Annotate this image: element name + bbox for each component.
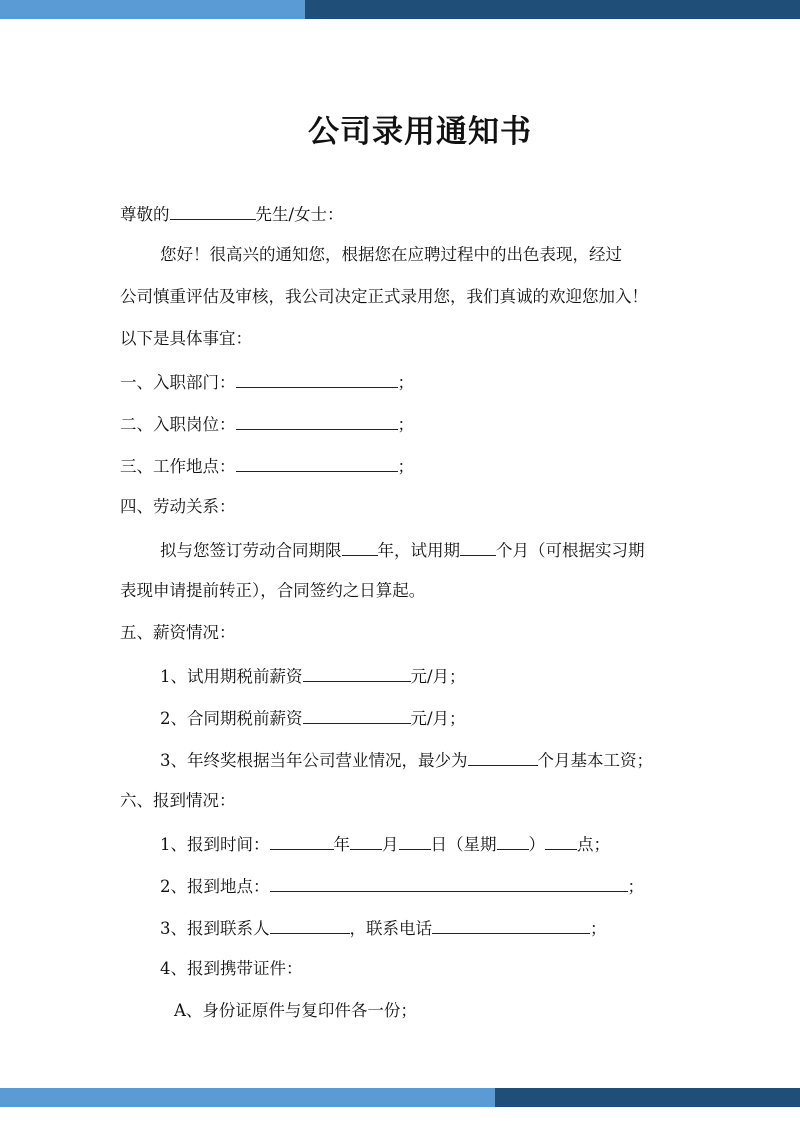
bonus-months-blank[interactable] <box>468 747 538 766</box>
probation-months-blank[interactable] <box>460 537 496 556</box>
contact-phone-blank[interactable] <box>432 915 590 934</box>
salary-bonus <box>160 747 653 771</box>
greeting <box>120 201 344 225</box>
text: 年 <box>333 835 350 854</box>
labor-terms <box>160 537 645 561</box>
section-labor-heading: 四、劳动关系： <box>120 497 236 516</box>
punct: ； <box>397 373 414 392</box>
contact-person-blank[interactable] <box>270 915 350 934</box>
top-bar-light <box>0 0 305 19</box>
location-blank[interactable] <box>236 453 398 472</box>
text: ，联系电话 <box>349 919 432 938</box>
label: 二、入职岗位： <box>120 415 236 434</box>
text: ； <box>590 919 607 938</box>
contract-years-blank[interactable] <box>342 537 378 556</box>
text: 点； <box>577 835 610 854</box>
salary-contract <box>160 705 466 729</box>
text: ） <box>528 835 545 854</box>
intro-line: 公司慎重评估及审核，我公司决定正式录用您，我们真诚的欢迎您加入！ <box>120 287 648 306</box>
punct: ； <box>397 415 414 434</box>
label: 三、工作地点： <box>120 457 236 476</box>
section-report-heading: 六、报到情况： <box>120 791 236 810</box>
report-place <box>160 873 644 897</box>
text: 年，试用期 <box>377 541 460 560</box>
report-time <box>160 831 610 855</box>
bottom-bar-light <box>0 1088 495 1107</box>
text: 1、试用期税前薪资 <box>160 667 303 686</box>
text: 1、报到时间： <box>160 835 270 854</box>
text: 月 <box>382 835 399 854</box>
report-contact <box>160 915 607 939</box>
probation-salary-blank[interactable] <box>303 663 411 682</box>
section-salary-heading: 五、薪资情况： <box>120 623 236 642</box>
punct: ； <box>397 457 414 476</box>
intro-line: 以下是具体事宜： <box>120 329 252 348</box>
document-item-a: A、身份证原件与复印件各一份； <box>174 1001 417 1020</box>
section-department <box>120 369 414 393</box>
page-title: 公司录用通知书 <box>308 114 532 150</box>
weekday-blank[interactable] <box>497 831 529 850</box>
month-blank[interactable] <box>350 831 382 850</box>
position-blank[interactable] <box>236 411 398 430</box>
greeting-suffix: 先生/女士： <box>255 205 344 224</box>
text: 元/月； <box>410 709 466 728</box>
label: 一、入职部门： <box>120 373 236 392</box>
labor-terms-cont: 表现申请提前转正），合同签约之日算起。 <box>120 581 426 600</box>
text: 3、报到联系人 <box>160 919 270 938</box>
text: 日（星期 <box>430 835 497 854</box>
salary-probation <box>160 663 466 687</box>
text: 元/月； <box>410 667 466 686</box>
hour-blank[interactable] <box>545 831 577 850</box>
top-bar-dark <box>305 0 800 19</box>
text: 个月基本工资； <box>537 751 653 770</box>
name-blank[interactable] <box>170 201 256 220</box>
section-position <box>120 411 414 435</box>
text: 2、合同期税前薪资 <box>160 709 303 728</box>
text: 3、年终奖根据当年公司营业情况，最少为 <box>160 751 468 770</box>
greeting-text: 尊敬的 <box>120 205 170 224</box>
year-blank[interactable] <box>270 831 334 850</box>
department-blank[interactable] <box>236 369 398 388</box>
text: 个月（可根据实习期 <box>496 541 645 560</box>
text: 2、报到地点： <box>160 877 270 896</box>
text: ； <box>627 877 644 896</box>
text: 拟与您签订劳动合同期限 <box>160 541 342 560</box>
contract-salary-blank[interactable] <box>303 705 411 724</box>
day-blank[interactable] <box>399 831 431 850</box>
section-location <box>120 453 414 477</box>
bottom-bar-dark <box>495 1088 800 1107</box>
place-blank[interactable] <box>270 873 628 892</box>
report-documents: 4、报到携带证件： <box>160 959 303 978</box>
intro-line: 您好！很高兴的通知您，根据您在应聘过程中的出色表现，经过 <box>160 245 622 264</box>
